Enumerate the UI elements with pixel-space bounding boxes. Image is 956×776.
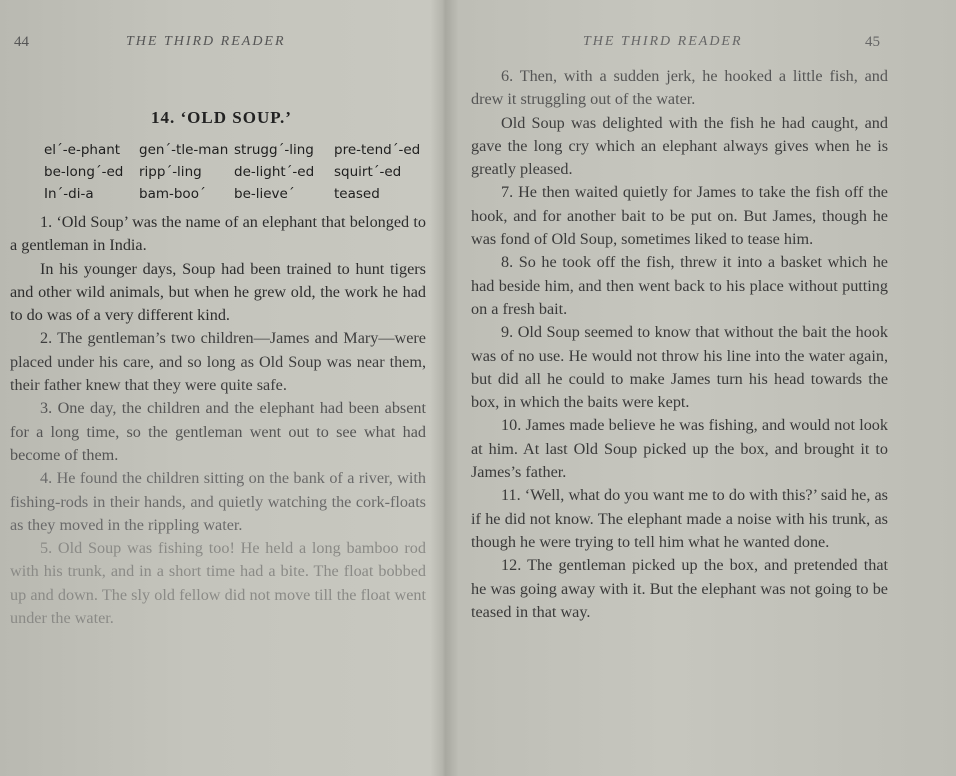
vocab-word: bam-boo´ [139,186,206,202]
paragraph: 7. He then waited quietly for James to take the fish off the hook, and for another bait to be put on. But James, though he was fond of Old Soup, sometimes liked to tease him. [471,183,888,249]
paragraph: 1. ‘Old Soup’ was the name of an elephant that belonged to a gentleman in India. [10,213,426,255]
vocab-word: In´-di-a [44,186,94,202]
paragraph: 5. Old Soup was fishing too! He held a long bamboo rod with his trunk, and in a short time had a bite. The float bobbed up and down. The sly old fellow did not move till the float went under the water. [10,539,426,628]
vocab-word: gen´-tle-man [139,142,229,158]
body-text-left [10,211,426,630]
page-number-right: 45 [865,34,880,50]
lesson-title: 14. ‘OLD SOUP.’ [151,108,292,127]
paragraph: Old Soup was delighted with the fish he had caught, and gave the long cry which an elephant always gives when he is greatly pleased. [471,113,888,179]
vocab-word: squirt´-ed [334,164,402,180]
vocab-word: ripp´-ling [139,164,202,180]
right-page [447,0,956,776]
vocab-word: be-lieve´ [234,186,295,202]
body-text-right [471,65,888,624]
page-number-left: 44 [14,34,29,50]
vocab-word: de-light´-ed [234,164,315,180]
paragraph: 8. So he took off the fish, threw it into a basket which he had beside him, and then went back to his place without putting on a fresh bait. [471,253,888,318]
left-page [0,0,443,776]
paragraph: 9. Old Soup seemed to know that without the bait the hook was of no use. He would not throw his line into the water again, but did all he could to make James turn his head towards the box, in which the baits were kept. [471,323,888,412]
vocab-word: teased [334,186,380,202]
vocab-word: be-long´-ed [44,164,124,180]
paragraph: In his younger days, Soup had been trained to hunt tigers and other wild animals, but when he grew old, the work he had to do was of a very different kind. [10,259,426,325]
running-head-right: THE THIRD READER [583,34,743,49]
paragraph: 12. The gentleman picked up the box, and pretended that he was going away with it. But the elephant was not going to be teased in that way. [471,556,888,621]
vocab-word: strugg´-ling [234,142,314,158]
vocab-word: el´-e-phant [44,142,121,158]
vocabulary-list [44,140,429,204]
running-head-left: THE THIRD READER [126,34,286,49]
paragraph: 4. He found the children sitting on the bank of a river, with fishing-rods in their hands, and quietly watching the cork-floats as they moved in the rippling water. [10,469,426,534]
paragraph: 2. The gentleman’s two children—James and Mary—were placed under his care, and so long as Old Soup was near them, their father knew that they were quite safe. [10,329,426,395]
paragraph: 10. James made believe he was fishing, and would not look at him. At last Old Soup picked up the box, and brought it to James’s father. [471,416,888,482]
paragraph: 6. Then, with a sudden jerk, he hooked a little fish, and drew it struggling out of the water. [471,67,888,109]
paragraph: 3. One day, the children and the elephant had been absent for a long time, so the gentleman went out to see what had become of them. [10,399,426,464]
vocab-word: pre-tend´-ed [334,142,421,158]
paragraph: 11. ‘Well, what do you want me to do with this?’ said he, as if he did not know. The elephant made a noise with his trunk, as though he were trying to tell him what he wanted done. [471,486,888,551]
